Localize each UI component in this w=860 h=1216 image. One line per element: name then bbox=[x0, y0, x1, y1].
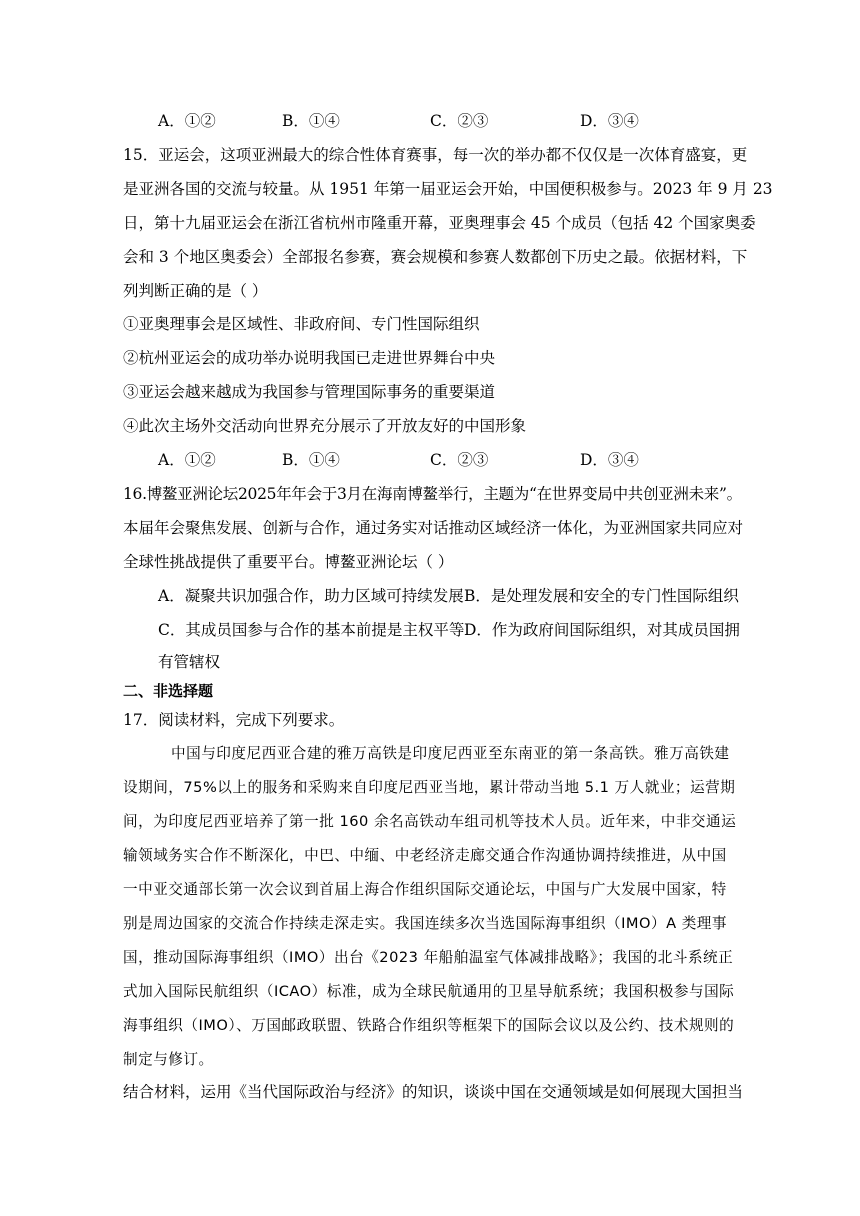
q14-option-d: D．③④ bbox=[580, 112, 639, 130]
q15-stem-line: 是亚洲各国的交流与较量。从 1951 年第一届亚运会开始，中国便积极参与。2023 年 9 月 23 bbox=[123, 180, 773, 198]
section-heading: 二、非选择题 bbox=[123, 682, 214, 700]
q17-material-line: 间，为印度尼西亚培养了第一批 160 余名高铁动车组司机等技术人员。近年来，中非交通运 bbox=[123, 813, 737, 830]
q16-option-c: C．其成员国参与合作的基本前提是主权平等 bbox=[158, 621, 465, 639]
q16-option-d: D．作为政府间国际组织，对其成员国拥 bbox=[464, 621, 740, 639]
q17-question: 结合材料，运用《当代国际政治与经济》的知识，谈谈中国在交通领域是如何展现大国担当 bbox=[123, 1083, 744, 1101]
q17-material-line: 国，推动国际海事组织（IMO）出台《2023 年船舶温室气体减排战略》；我国的北斗系统正 bbox=[123, 949, 734, 966]
q16-option-d-continuation: 有管辖权 bbox=[158, 653, 221, 671]
q16-stem-line: 全球性挑战提供了重要平台。博鳌亚洲论坛（ ） bbox=[123, 553, 454, 571]
q16-option-b: B．是处理发展和安全的专门性国际组织 bbox=[464, 587, 739, 605]
q14-options bbox=[158, 110, 718, 132]
q15-statement-1: ①亚奥理事会是区域性、非政府间、专门性国际组织 bbox=[123, 315, 480, 333]
q14-option-b: B．①④ bbox=[282, 112, 340, 130]
q17-material-line: 设期间，75%以上的服务和采购来自印度尼西亚当地，累计带动当地 5.1 万人就业；运营期 bbox=[123, 779, 736, 796]
q15-statement-3: ③亚运会越来越成为我国参与管理国际事务的重要渠道 bbox=[123, 383, 496, 401]
q17-material-line: 海事组织（IMO）、万国邮政联盟、铁路合作组织等框架下的国际会议以及公约、技术规则的 bbox=[123, 1017, 735, 1034]
q17-material-line: 输领域务实合作不断深化，中巴、中缅、中老经济走廊交通合作沟通协调持续推进，从中国 bbox=[123, 847, 727, 864]
q17-material-line: 别是周边国家的交流合作持续走深走实。我国连续多次当选国际海事组织（IMO）A 类理事 bbox=[123, 915, 727, 932]
q16-stem-line: 本届年会聚焦发展、创新与合作，通过务实对话推动区域经济一体化，为亚洲国家共同应对 bbox=[123, 519, 744, 537]
q15-stem-line: 列判断正确的是（ ） bbox=[123, 282, 268, 300]
q15-option-d: D．③④ bbox=[580, 451, 639, 469]
q15-statement-4: ④此次主场外交活动向世界充分展示了开放友好的中国形象 bbox=[123, 417, 527, 435]
q14-option-c: C．②③ bbox=[430, 112, 489, 130]
q17-material-line: 式加入国际民航组织（ICAO）标准，成为全球民航通用的卫星导航系统；我国积极参与国际 bbox=[123, 983, 735, 1000]
q14-option-a: A．①② bbox=[158, 112, 216, 130]
q17-material-line: 中国与印度尼西亚合建的雅万高铁是印度尼西亚至东南亚的第一条高铁。雅万高铁建 bbox=[171, 745, 730, 762]
q17-material-line: 制定与修订。 bbox=[123, 1051, 214, 1068]
q16-stem-line: 16.博鳌亚洲论坛2025年年会于3月在海南博鳌举行，主题为“在世界变局中共创亚洲未来”。 bbox=[123, 485, 742, 503]
q15-statement-2: ②杭州亚运会的成功举办说明我国已走进世界舞台中央 bbox=[123, 349, 496, 367]
q15-option-c: C．②③ bbox=[430, 451, 489, 469]
q15-stem-line: 会和 3 个地区奥委会）全部报名参赛，赛会规模和参赛人数都创下历史之最。依据材料，下 bbox=[123, 248, 748, 266]
q17-stem: 17．阅读材料，完成下列要求。 bbox=[123, 711, 345, 729]
q15-stem-line: 15．亚运会，这项亚洲最大的综合性体育赛事，每一次的举办都不仅仅是一次体育盛宴，更 bbox=[123, 146, 748, 164]
q15-option-a: A．①② bbox=[158, 451, 216, 469]
q15-stem-line: 日，第十九届亚运会在浙江省杭州市隆重开幕，亚奥理事会 45 个成员（包括 42 个国家奥委 bbox=[123, 214, 756, 232]
q15-option-b: B．①④ bbox=[282, 451, 340, 469]
q16-option-a: A．凝聚共识加强合作，助力区域可持续发展 bbox=[158, 587, 464, 605]
q15-options bbox=[158, 449, 718, 471]
q17-material-line: 一中亚交通部长第一次会议到首届上海合作组织国际交通论坛，中国与广大发展中国家，特 bbox=[123, 881, 727, 898]
